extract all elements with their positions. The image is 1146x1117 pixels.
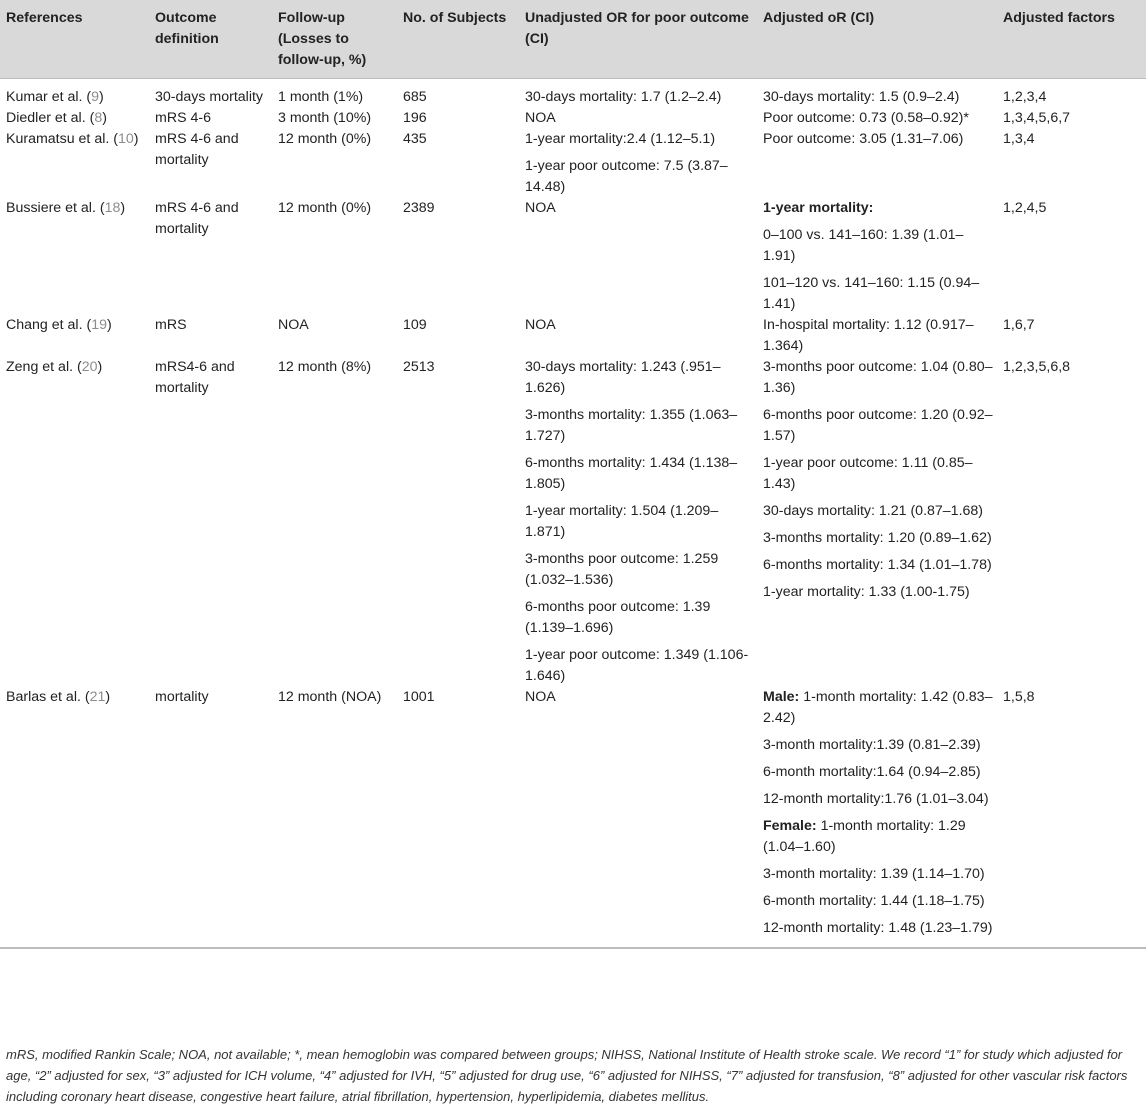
adjusted-text: 1-year poor outcome: 1.11 (0.85–1.43) [763,455,973,492]
table-row [0,315,1146,357]
adjusted-text: 12-month mortality:1.76 (1.01–3.04) [763,791,989,807]
author-text: Kumar et al. ( [6,89,92,105]
subjects-cell: 435 [403,131,427,147]
adjusted-text: 1-year mortality: 1.33 (1.00-1.75) [763,584,970,600]
unadjusted-value: 1-year poor outcome: 7.5 (3.87–14.48) [525,158,728,195]
unadjusted-value: NOA [525,689,556,705]
author-text: Zeng et al. ( [6,359,82,375]
table-row [0,79,1146,109]
unadjusted-value: NOA [525,110,556,126]
reference-cell [0,79,149,109]
adjusted-value [763,687,993,729]
subjects-cell: 685 [403,89,427,105]
column-header: No. of Subjects [397,0,519,79]
unadjusted-cell [519,79,757,109]
outcome-cell: mRS 4-6 and mortality [155,131,239,168]
adjusted-value [763,405,993,447]
author-text: Barlas et al. ( [6,689,90,705]
author-text: Bussiere et al. ( [6,200,105,216]
unadjusted-value: NOA [525,200,556,216]
adjusted-value [763,891,993,912]
adjusted-text: 101–120 vs. 141–160: 1.15 (0.94–1.41) [763,275,980,312]
adjusted-text: 6-month mortality: 1.44 (1.18–1.75) [763,893,985,909]
adjusted-text: 1-month mortality: 1.42 (0.83–2.42) [763,689,993,726]
citation-close: ) [97,359,103,375]
unadjusted-value: 1-year mortality:2.4 (1.12–5.1) [525,131,716,147]
citation-close: ) [106,317,112,333]
citation-link[interactable]: 8 [94,110,103,126]
adjusted-cell [757,315,997,357]
adjusted-text: 6-month mortality:1.64 (0.94–2.85) [763,764,981,780]
adjusted-cell [757,79,997,109]
author-text: Diedler et al. ( [6,110,95,126]
adjusted-value [763,582,993,603]
outcome-cell: mRS4-6 and mortality [155,359,235,396]
outcome-cell: mRS 4-6 and mortality [155,200,239,237]
reference-cell [0,129,149,198]
column-header: Unadjusted OR for poor outcome (CI) [519,0,757,79]
followup-cell: NOA [278,317,309,333]
adjusted-value [763,225,993,267]
adjusted-group-label: Female: [763,818,817,834]
adjusted-value [763,273,993,315]
adjusted-value [763,555,993,576]
subjects-cell: 2513 [403,359,435,375]
factors-cell: 1,6,7 [1003,317,1035,333]
adjusted-text: 3-months poor outcome: 1.04 (0.80–1.36) [763,359,993,396]
unadjusted-cell [519,315,757,357]
outcome-cell: mortality [149,687,272,948]
unadjusted-value: 30-days mortality: 1.7 (1.2–2.4) [525,89,722,105]
reference-cell [0,315,149,357]
adjusted-group-label: 1-year mortality: [763,200,874,216]
citation-close: ) [102,110,107,126]
table-row [0,129,1146,198]
outcome-cell: mRS [155,317,187,333]
adjusted-text: 30-days mortality: 1.21 (0.87–1.68) [763,503,984,519]
adjusted-text: In-hospital mortality: 1.12 (0.917–1.364) [763,317,974,354]
adjusted-text: 12-month mortality: 1.48 (1.23–1.79) [763,920,993,936]
citation-close: ) [133,131,139,147]
followup-cell: 12 month (0%) [278,200,372,216]
table-body [0,79,1146,949]
factors-cell: 1,2,3,4 [1003,89,1047,105]
citation-link[interactable]: 21 [89,689,106,705]
unadjusted-value: 6-months poor outcome: 1.39 (1.139–1.696) [525,599,711,636]
adjusted-value [763,198,993,219]
subjects-cell: 1001 [397,687,519,948]
followup-cell: 3 month (10%) [278,110,372,126]
adjusted-value [763,108,993,129]
citation-link[interactable]: 18 [104,200,121,216]
unadjusted-cell [519,687,757,948]
unadjusted-value: 30-days mortality: 1.243 (.951–1.626) [525,359,721,396]
adjusted-value [763,453,993,495]
followup-cell: 12 month (8%) [278,359,372,375]
citation-close: ) [120,200,126,216]
adjusted-text: 3-month mortality: 1.39 (1.14–1.70) [763,866,985,882]
adjusted-value [763,864,993,885]
table-row [0,687,1146,948]
factors-cell: 1,2,4,5 [1003,200,1047,216]
unadjusted-value: NOA [525,317,556,333]
factors-cell: 1,3,4 [1003,131,1035,147]
adjusted-text: Poor outcome: 0.73 (0.58–0.92)* [763,110,969,126]
table-header [0,0,1146,79]
unadjusted-value: 3-months poor outcome: 1.259 (1.032–1.536) [525,551,719,588]
reference-cell [0,108,149,129]
citation-close: ) [105,689,111,705]
adjusted-group-label: Male: [763,689,800,705]
adjusted-cell [757,687,997,948]
adjusted-value [763,501,993,522]
subjects-cell: 109 [403,317,427,333]
unadjusted-cell [519,129,757,198]
column-header: References [0,0,149,79]
subjects-cell: 196 [403,110,427,126]
adjusted-cell [757,357,997,687]
table-row [0,357,1146,687]
adjusted-text: 3-months mortality: 1.20 (0.89–1.62) [763,530,992,546]
adjusted-value [763,528,993,549]
column-header: Adjusted oR (CI) [757,0,997,79]
adjusted-value [763,129,993,150]
citation-close: ) [99,89,104,105]
adjusted-value [763,357,993,399]
adjusted-text: 6-months poor outcome: 1.20 (0.92–1.57) [763,407,993,444]
author-text: Kuramatsu et al. ( [6,131,118,147]
outcome-cell: 30-days mortality [155,89,264,105]
table-row [0,108,1146,129]
adjusted-text: 0–100 vs. 141–160: 1.39 (1.01–1.91) [763,227,964,264]
adjusted-cell [757,108,997,129]
reference-cell [0,198,149,315]
adjusted-text: 3-month mortality:1.39 (0.81–2.39) [763,737,981,753]
reference-cell [0,687,149,948]
factors-cell: 1,2,3,5,6,8 [1003,359,1071,375]
adjusted-cell [757,129,997,198]
adjusted-value [763,918,993,939]
adjusted-value [763,762,993,783]
adjusted-value [763,87,993,108]
author-text: Chang et al. ( [6,317,92,333]
adjusted-text: 30-days mortality: 1.5 (0.9–2.4) [763,89,960,105]
followup-cell: 12 month (NOA) [272,687,397,948]
subjects-cell: 2389 [403,200,435,216]
unadjusted-value: 1-year mortality: 1.504 (1.209–1.871) [525,503,719,540]
adjusted-cell [757,198,997,315]
unadjusted-value: 3-months mortality: 1.355 (1.063–1.727) [525,407,738,444]
column-header: Adjusted factors [997,0,1146,79]
unadjusted-value: 1-year poor outcome: 1.349 (1.106-1.646) [525,647,749,684]
unadjusted-cell [519,198,757,315]
table-footnote: mRS, modified Rankin Scale; NOA, not available; *, mean hemoglobin was compared between groups; NIHSS, National Institute of Health stroke scale. We record “1” for study which adjusted for age, “2” adjusted for sex, “3” adjusted for ICH volume, “4” adjusted for IVH, “5” adjusted for drug use, “6” adjusted for NIHSS, “7” adjusted for transfusion, “8” adjusted for other vascular risk factors including coronary heart disease, congestive heart failure, atrial fibrillation, hypertension, hyperlipidemia, diabetes mellitus. [6,1047,1128,1104]
citation-link[interactable]: 9 [91,89,100,105]
followup-cell: 1 month (1%) [278,89,364,105]
outcome-cell: mRS 4-6 [155,110,211,126]
followup-cell: 12 month (0%) [278,131,372,147]
factors-cell: 1,3,4,5,6,7 [1003,110,1071,126]
unadjusted-value: 6-months mortality: 1.434 (1.138–1.805) [525,455,738,492]
citation-link[interactable]: 19 [91,317,107,333]
adjusted-value [763,789,993,810]
factors-cell: 1,5,8 [997,687,1146,948]
adjusted-text: Poor outcome: 3.05 (1.31–7.06) [763,131,964,147]
reference-cell [0,357,149,687]
citation-link[interactable]: 20 [81,359,98,375]
adjusted-text: 1-month mortality: 1.29 (1.04–1.60) [763,818,966,855]
column-header: Outcome definition [149,0,272,79]
unadjusted-cell [519,108,757,129]
adjusted-text: 6-months mortality: 1.34 (1.01–1.78) [763,557,992,573]
table-row [0,198,1146,315]
citation-link[interactable]: 10 [117,131,134,147]
adjusted-value [763,315,993,357]
adjusted-value [763,735,993,756]
unadjusted-cell [519,357,757,687]
adjusted-value [763,816,993,858]
column-header: Follow-up (Losses to follow-up, %) [272,0,397,79]
